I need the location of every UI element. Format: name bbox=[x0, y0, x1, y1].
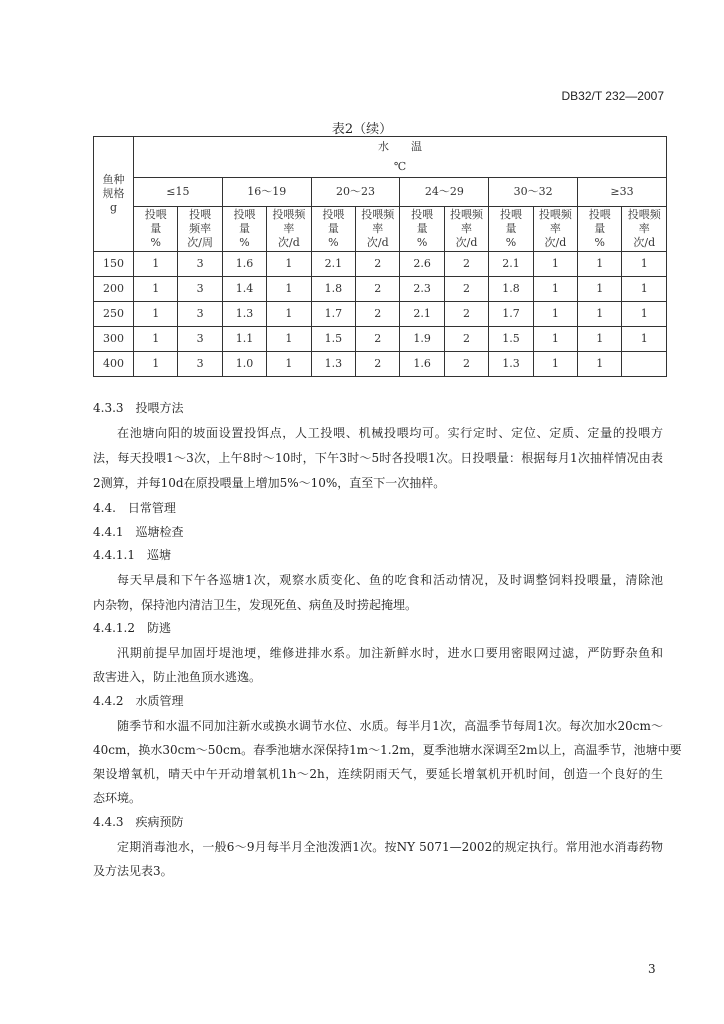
sub-header-line: 量 bbox=[327, 222, 339, 235]
table-cell: 3 bbox=[178, 302, 222, 327]
table-cell: 1.8 bbox=[489, 277, 533, 302]
row-header-fish-size bbox=[94, 137, 134, 252]
table-cell: 2 bbox=[444, 352, 488, 377]
section-heading-s441: 4.4.1 巡塘检查 bbox=[93, 525, 184, 539]
sub-header-line: 频率 bbox=[189, 222, 212, 235]
table-cell: 1 bbox=[533, 252, 577, 277]
table-cell: 1 bbox=[134, 252, 178, 277]
table-cell: 1 bbox=[533, 277, 577, 302]
paragraph-line: 法，每天投喂1～3次，上午8时～10时，下午3时～5时各投喂1次。日投喂量：根据每月1次抽样情况由表 bbox=[93, 451, 663, 465]
temp-range: 30～32 bbox=[489, 178, 578, 207]
sub-header-line: 投喂 bbox=[588, 208, 611, 221]
table-cell: 1.4 bbox=[222, 277, 266, 302]
table-cell: 1 bbox=[267, 352, 311, 377]
row-header-line: 规格 bbox=[102, 187, 125, 200]
paragraph-line: 内杂物，保持池内清洁卫生，发现死鱼、病鱼及时捞起掩埋。 bbox=[93, 598, 418, 612]
table-cell: 1 bbox=[267, 327, 311, 352]
table-cell: 1.1 bbox=[222, 327, 266, 352]
table-cell: 1 bbox=[578, 327, 622, 352]
table-cell: 2 bbox=[444, 277, 488, 302]
paragraph-line: 定期消毒池水，一般6～9月每半月全池泼洒1次。按NY 5071—2002的规定执行。常用池水消毒药物 bbox=[117, 840, 663, 854]
sub-header-line: 投喂频 bbox=[450, 208, 484, 221]
sub-header-line: 投喂频 bbox=[272, 208, 306, 221]
table-cell: 1 bbox=[578, 352, 622, 377]
table-cell: 1.6 bbox=[400, 352, 444, 377]
sub-header-line: 率 bbox=[638, 222, 650, 235]
sub-header-line: 投喂频 bbox=[361, 208, 395, 221]
table-cell: 1 bbox=[134, 277, 178, 302]
table-cell: 2 bbox=[356, 252, 400, 277]
temp-range: ≥33 bbox=[578, 178, 667, 207]
table-row bbox=[94, 327, 667, 352]
table-cell: 1 bbox=[267, 277, 311, 302]
table-cell: 2.1 bbox=[400, 302, 444, 327]
sub-header bbox=[533, 207, 577, 252]
sub-header-line: 投喂 bbox=[233, 208, 256, 221]
fish-size-cell: 250 bbox=[94, 302, 134, 327]
header-row-group bbox=[94, 137, 667, 178]
section-heading-s44: 4.4. 日常管理 bbox=[93, 501, 176, 515]
table-cell: 1 bbox=[134, 302, 178, 327]
section-heading-s433: 4.3.3 投喂方法 bbox=[93, 401, 184, 415]
table-cell: 1 bbox=[622, 277, 667, 302]
temp-range: 20～23 bbox=[311, 178, 400, 207]
sub-header-line: % bbox=[416, 236, 428, 249]
range-row bbox=[94, 178, 667, 207]
table-cell: 3 bbox=[178, 277, 222, 302]
water-temp-header bbox=[134, 137, 667, 178]
page-number: 3 bbox=[648, 962, 656, 976]
sub-header-line: 量 bbox=[594, 222, 606, 235]
temp-range: 16～19 bbox=[222, 178, 311, 207]
paragraph-line: 汛期前提早加固圩堤池埂，维修进排水系。加注新鲜水时，进水口要用密眼网过滤，严防野杂鱼和 bbox=[117, 646, 663, 660]
table-cell: 2.6 bbox=[400, 252, 444, 277]
sub-header-line: % bbox=[328, 236, 339, 249]
sub-header-line: 量 bbox=[416, 222, 428, 235]
sub-header-line: 投喂 bbox=[322, 208, 345, 221]
fish-size-cell: 200 bbox=[94, 277, 134, 302]
temp-range: 24～29 bbox=[400, 178, 489, 207]
sub-header-line: 投喂 bbox=[411, 208, 434, 221]
sub-header-line: 率 bbox=[372, 222, 384, 235]
section-heading-s4411: 4.4.1.1 巡塘 bbox=[93, 548, 171, 562]
temp-range: ≤15 bbox=[134, 178, 223, 207]
sub-header-line: 投喂频 bbox=[627, 208, 661, 221]
table-row bbox=[94, 302, 667, 327]
section-heading-s4412: 4.4.1.2 防逃 bbox=[93, 621, 171, 635]
table-cell: 1 bbox=[533, 327, 577, 352]
sub-header bbox=[444, 207, 488, 252]
sub-header-line: 次/d bbox=[544, 236, 567, 249]
sub-header-line: 次/d bbox=[455, 236, 478, 249]
section-heading-s443: 4.4.3 疾病预防 bbox=[93, 815, 184, 829]
table-cell: 1 bbox=[622, 327, 667, 352]
table-cell: 1 bbox=[134, 327, 178, 352]
sub-header bbox=[489, 207, 533, 252]
sub-header-line: 量 bbox=[239, 222, 251, 235]
sub-header-line: 量 bbox=[150, 222, 162, 235]
table-cell: 2.3 bbox=[400, 277, 444, 302]
sub-header-line: % bbox=[594, 236, 605, 249]
paragraph-line: 敌害进入，防止池鱼顶水逃逸。 bbox=[93, 670, 262, 684]
table-cell bbox=[622, 352, 667, 377]
table-cell: 2.1 bbox=[311, 252, 355, 277]
table-cell: 1.5 bbox=[489, 327, 533, 352]
group-header: 水 温 bbox=[378, 140, 422, 153]
table-cell: 1 bbox=[578, 252, 622, 277]
sub-header-line: 投喂 bbox=[144, 208, 167, 221]
section-heading-s442: 4.4.2 水质管理 bbox=[93, 694, 184, 708]
sub-header-line: 次/d bbox=[366, 236, 389, 249]
table-cell: 2 bbox=[356, 352, 400, 377]
table-cell: 2 bbox=[444, 327, 488, 352]
table-cell: 1.3 bbox=[222, 302, 266, 327]
sub-header-line: 率 bbox=[461, 222, 473, 235]
table-cell: 2 bbox=[444, 302, 488, 327]
table-row bbox=[94, 277, 667, 302]
fish-size-cell: 300 bbox=[94, 327, 134, 352]
table-row bbox=[94, 252, 667, 277]
sub-header-line: % bbox=[505, 236, 517, 249]
sub-header bbox=[622, 207, 667, 252]
sub-header bbox=[356, 207, 400, 252]
row-header-line: g bbox=[109, 201, 118, 214]
sub-header bbox=[222, 207, 266, 252]
sub-header-line: 投喂频 bbox=[538, 208, 572, 221]
sub-header-line: % bbox=[239, 236, 250, 249]
sub-header-line: 率 bbox=[283, 222, 295, 235]
table-cell: 3 bbox=[178, 352, 222, 377]
table-cell: 1.7 bbox=[311, 302, 355, 327]
table-cell: 1 bbox=[533, 352, 577, 377]
sub-header-line: 量 bbox=[505, 222, 517, 235]
table-cell: 1 bbox=[622, 302, 667, 327]
table-cell: 1.7 bbox=[489, 302, 533, 327]
table-cell: 1.6 bbox=[222, 252, 266, 277]
sub-header-line: 投喂 bbox=[499, 208, 522, 221]
table-cell: 1 bbox=[578, 277, 622, 302]
table-cell: 2 bbox=[356, 277, 400, 302]
sub-header bbox=[311, 207, 355, 252]
paragraph-line: 2测算，并每10d在原投喂量上增加5%～10%，直至下一次抽样。 bbox=[93, 476, 446, 490]
table-cell: 1.3 bbox=[311, 352, 355, 377]
sub-header-line: 次/周 bbox=[187, 236, 213, 249]
table-cell: 1 bbox=[578, 302, 622, 327]
table-cell: 3 bbox=[178, 252, 222, 277]
sub-header-line: % bbox=[150, 236, 161, 249]
table-cell: 3 bbox=[178, 327, 222, 352]
table-cell: 2.1 bbox=[489, 252, 533, 277]
paragraph-line: 及方法见表3。 bbox=[93, 864, 173, 878]
paragraph-line: 态环境。 bbox=[93, 791, 142, 805]
fish-size-cell: 400 bbox=[94, 352, 134, 377]
sub-header bbox=[267, 207, 311, 252]
sub-header bbox=[178, 207, 222, 252]
sub-header-line: 投喂 bbox=[189, 208, 212, 221]
sub-header-line: 次/d bbox=[278, 236, 300, 249]
table-row bbox=[94, 352, 667, 377]
paragraph-line: 在池塘向阳的坡面设置投饵点，人工投喂、机械投喂均可。实行定时、定位、定质、定量的投喂方 bbox=[117, 426, 663, 440]
document-code: DB32/T 232—2007 bbox=[561, 89, 664, 103]
table-cell: 1.3 bbox=[489, 352, 533, 377]
paragraph-line: 随季节和水温不同加注新水或换水调节水位、水质。每半月1次，高温季节每周1次。每次加水20cm～ bbox=[117, 719, 663, 733]
table-cell: 2 bbox=[356, 302, 400, 327]
paragraph-line: 架设增氧机，晴天中午开动增氧机1h～2h，连续阴雨天气，要延长增氧机开机时间，创造一个良好的生 bbox=[93, 767, 663, 781]
row-header-line: 鱼种 bbox=[102, 173, 125, 186]
sub-header-line: 次/d bbox=[633, 236, 656, 249]
paragraph-line: 40cm，换水30cm～50cm。春季池塘水深保持1m～1.2m，夏季池塘水深调至2m以上，高温季节，池塘中要 bbox=[93, 743, 682, 757]
feeding-table bbox=[93, 136, 667, 377]
sub-header bbox=[400, 207, 444, 252]
table-cell: 2 bbox=[444, 252, 488, 277]
table-cell: 1.5 bbox=[311, 327, 355, 352]
subheader-row bbox=[94, 207, 667, 252]
table-cell: 1.8 bbox=[311, 277, 355, 302]
table-cell: 1 bbox=[267, 252, 311, 277]
table-cell: 1 bbox=[533, 302, 577, 327]
sub-header bbox=[578, 207, 622, 252]
sub-header bbox=[134, 207, 178, 252]
table-cell: 1 bbox=[622, 252, 667, 277]
table-title: 表2（续） bbox=[331, 122, 393, 137]
table-cell: 1.9 bbox=[400, 327, 444, 352]
unit-label: ℃ bbox=[393, 160, 407, 173]
table-cell: 1.0 bbox=[222, 352, 266, 377]
fish-size-cell: 150 bbox=[94, 252, 134, 277]
sub-header-line: 率 bbox=[549, 222, 561, 235]
table-cell: 1 bbox=[134, 352, 178, 377]
paragraph-line: 每天早晨和下午各巡塘1次，观察水质变化、鱼的吃食和活动情况，及时调整饲料投喂量，清除池 bbox=[117, 573, 663, 587]
table-cell: 1 bbox=[267, 302, 311, 327]
table-cell: 2 bbox=[356, 327, 400, 352]
